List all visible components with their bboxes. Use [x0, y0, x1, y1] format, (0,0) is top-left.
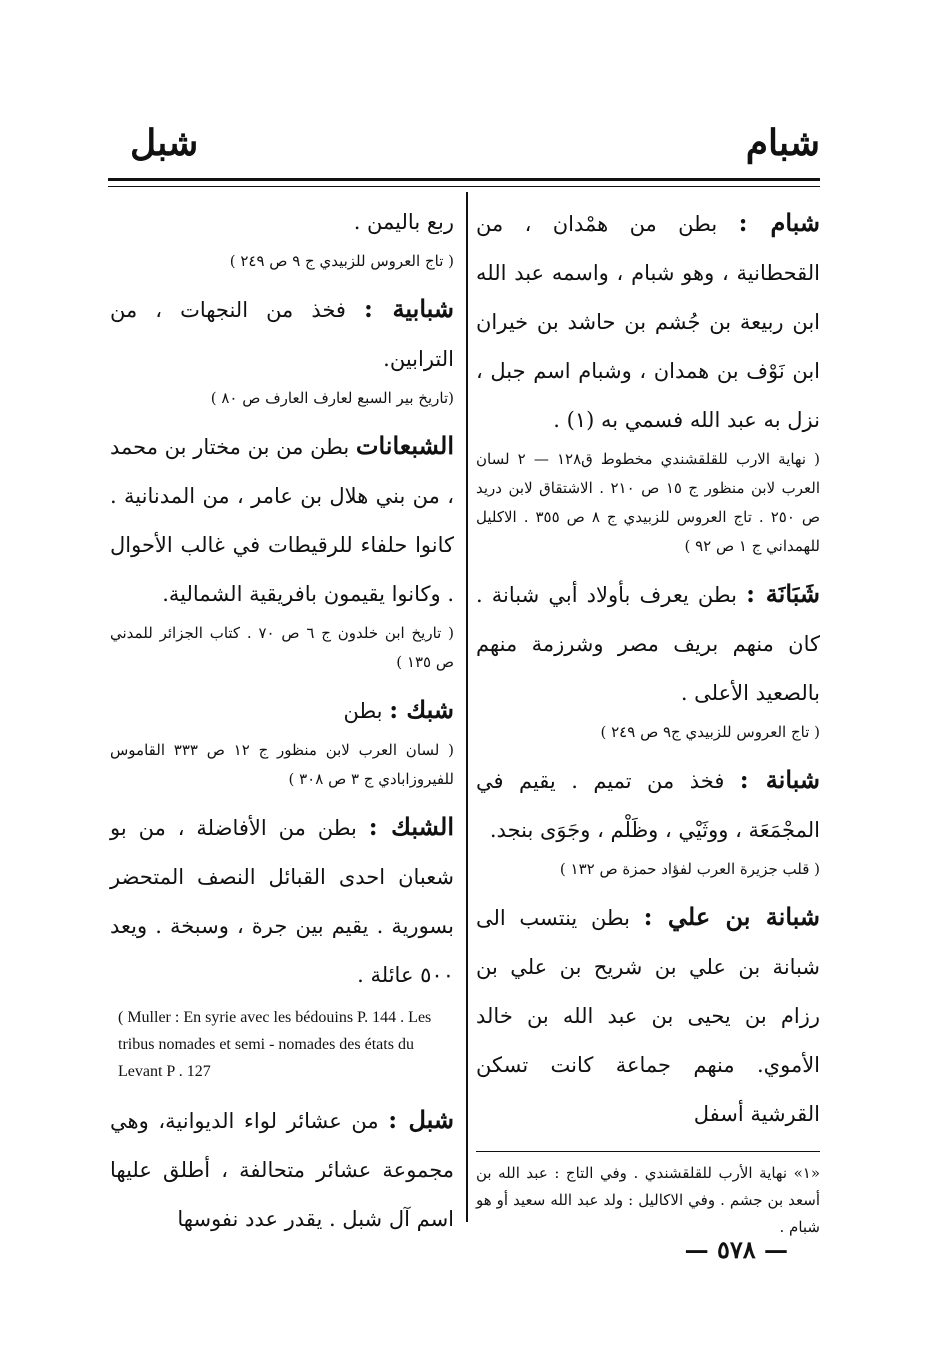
- entry-text: ربع باليمن .: [353, 210, 454, 234]
- source-reference: ( لسان العرب لابن منظور ج ١٢ ص ٣٣٣ القاموس للفيروزابادي ج ٣ ص ٣٠٨ ): [110, 741, 454, 788]
- dictionary-entry: [110, 1095, 454, 1244]
- right-running-headword: شبام: [745, 122, 820, 164]
- entry-text: فخذ من تميم . يقيم في المجْمَعَة ، ووثَيْي ، وظَلْم ، وجَوَى بنجد.: [476, 769, 820, 842]
- column-divider: [466, 192, 468, 1222]
- entry-headword: شبام :: [738, 208, 820, 237]
- footnote: «١» نهاية الأرب للقلقشندي . وفي التاج : عبد الله بن أسعد بن جشم . وفي الاكاليل : ولد عبد الله سعيد أو هو شبام .: [476, 1164, 820, 1236]
- left-running-headword: شبل: [130, 122, 199, 164]
- dictionary-entry: [110, 421, 454, 619]
- source-reference: (تاريخ بير السبع لعارف العارف ص ٨٠ ): [210, 389, 454, 407]
- dictionary-entry: [110, 685, 454, 736]
- entry-text: بطن: [343, 699, 390, 723]
- dictionary-entry: [476, 755, 820, 855]
- source-reference: ( تاج العروس للزبيدي ج٩ ص ٢٤٩ ): [600, 723, 820, 741]
- header-rule-thin: [108, 186, 820, 187]
- footnote-rule: [476, 1151, 820, 1152]
- source-reference: ( تاج العروس للزبيدي ج ٩ ص ٢٤٩ ): [229, 252, 454, 270]
- entry-headword: الشبعانات: [355, 431, 454, 460]
- entry-text: من عشائر لواء الديوانية، وهي مجموعة عشائر متحالفة ، أطلق عليها اسم آل شبل . يقدر عدد نفوسها: [110, 1109, 454, 1231]
- latin-reference: ( Muller : En syrie avec les bédouins P. 144 . Les tribus nomades et semi - nomades des états du Levant P . 127: [118, 1009, 432, 1080]
- source-reference: ( نهاية الارب للقلقشندي مخطوط ق١٢٨ — ٢ لسان العرب لابن منظور ج ١٥ ص ٢١٠ . الاشتقاق لابن دريد ص ٢٥٠ . تاج العروس للزبيدي ج ٨ ص ٣٥٥ . الاكليل للهمداني ج ١ ص ٩٢ ): [476, 450, 821, 555]
- entry-text: بطن من همْدان ، من القحطانية ، وهو شبام ، واسمه عبد الله ابن ربيعة بن جُشم بن حاشد بن خيران ابن نَوْف بن همدان ، وشبام اسم جبل ، نزل به عبد الله فسمي به (١) .: [476, 212, 820, 432]
- dictionary-entry: [476, 198, 820, 445]
- page-number: — ٥٧٨ —: [684, 1235, 788, 1264]
- header-rule-thick: [108, 178, 820, 181]
- source-reference: ( تاريخ ابن خلدون ج ٦ ص ٧٠ . كتاب الجزائر للمدني ص ١٣٥ ): [110, 624, 455, 671]
- dictionary-entry: [110, 284, 454, 384]
- dictionary-entry: [110, 198, 454, 247]
- entry-headword: شبانة بن علي :: [643, 902, 820, 931]
- dictionary-entry: [476, 569, 820, 718]
- source-reference: ( قلب جزيرة العرب لفؤاد حمزة ص ١٣٢ ): [559, 860, 820, 878]
- right-column: [476, 198, 820, 1241]
- entry-text: بطن من الأفاضلة ، من بو شعبان احدى القبائل النصف المتحضر بسورية . يقيم بين جرة ، وسبخة . ويعد ٥٠٠ عائلة .: [110, 816, 454, 987]
- dictionary-entry: [476, 892, 820, 1139]
- entry-text: بطن ينتسب الى شبانة بن علي بن شريح بن علي بن رزام بن يحيى بن عبد الله بن خالد الأموي. منهم جماعة كانت تسكن القرشية أسفل: [476, 906, 820, 1126]
- entry-headword: شبل :: [388, 1105, 454, 1134]
- left-column: [110, 198, 454, 1244]
- entry-headword: شبك :: [389, 695, 454, 724]
- entry-headword: شبابية :: [363, 294, 455, 323]
- entry-text: بطن من بن مختار بن محمد ، من بني هلال بن عامر ، من المدنانية . كانوا حلفاء للرقيطات في غالب الأحوال . وكانوا يقيمون بافريقية الشمالية.: [110, 435, 454, 606]
- dictionary-entry: [110, 802, 454, 1000]
- entry-headword: الشبك :: [368, 812, 455, 841]
- entry-headword: شَبَانَة :: [746, 579, 820, 608]
- entry-text: بطن يعرف بأولاد أبي شبانة . كان منهم بريف مصر وشرزمة منهم بالصعيد الأعلى .: [476, 583, 820, 705]
- entry-text: فخذ من النجهات ، من الترابين.: [110, 298, 454, 371]
- entry-headword: شبانة :: [739, 765, 820, 794]
